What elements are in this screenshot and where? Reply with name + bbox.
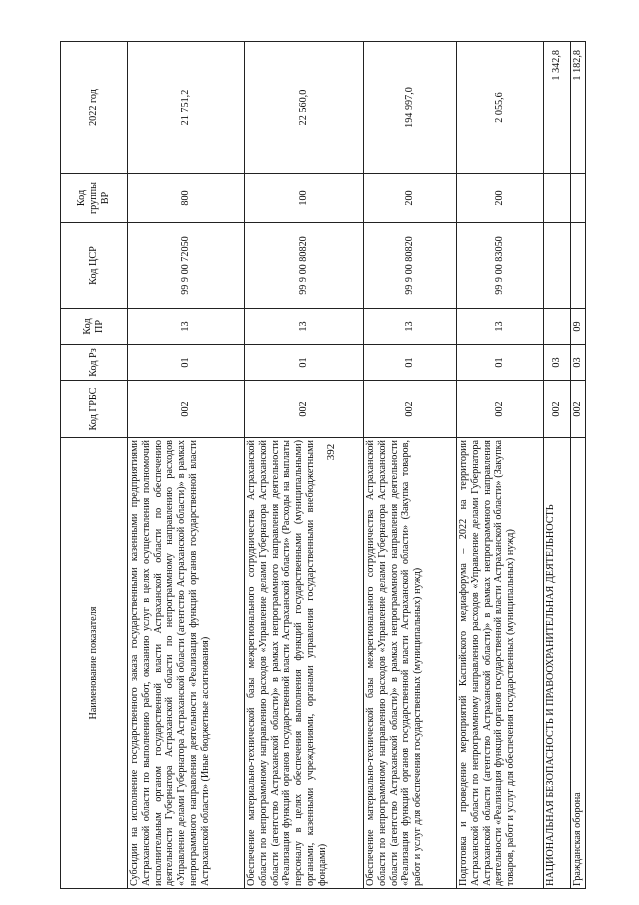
table-row — [364, 42, 457, 889]
cell-vr: 100 — [245, 174, 364, 223]
cell-rz: 03 — [571, 345, 586, 381]
cell-csr: 99 9 00 72050 — [128, 223, 245, 309]
cell-vr — [544, 174, 571, 223]
page-number: 392 — [325, 443, 337, 461]
header-csr: Код ЦСР — [61, 223, 128, 309]
cell-rz: 03 — [544, 345, 571, 381]
table-row — [571, 42, 586, 889]
cell-name: НАЦИОНАЛЬНАЯ БЕЗОПАСНОСТЬ И ПРАВООХРАНИТЕЛЬНАЯ ДЕЯТЕЛЬНОСТЬ — [544, 438, 571, 889]
cell-grbs: 002 — [364, 381, 457, 438]
table-row — [457, 42, 544, 889]
header-rz: Код Рз — [61, 345, 128, 381]
cell-csr — [571, 223, 586, 309]
cell-rz: 01 — [457, 345, 544, 381]
cell-pr: 13 — [457, 309, 544, 345]
cell-value: 194 997,0 — [364, 42, 457, 174]
cell-vr: 200 — [457, 174, 544, 223]
cell-grbs: 002 — [245, 381, 364, 438]
cell-name: Обеспечение материально-технической базы межрегионального сотрудничества Астраханской области по непрограммному направлению расходов «Управление делами Губернатора Астраханской области (агентство Астраханской области)» в рамках непрограммного направления деятельности «Реализация функций органов государственной власти Астраханской области» (Закупка товаров, работ и услуг для обеспечения государственных (муниципальных) нужд) — [364, 438, 457, 889]
cell-csr: 99 9 00 80820 — [364, 223, 457, 309]
cell-pr: 09 — [571, 309, 586, 345]
cell-csr: 99 9 00 83050 — [457, 223, 544, 309]
cell-pr: 13 — [245, 309, 364, 345]
cell-pr: 13 — [364, 309, 457, 345]
budget-table — [60, 41, 586, 889]
cell-value: 22 560,0 — [245, 42, 364, 174]
cell-rz: 01 — [128, 345, 245, 381]
header-year: 2022 год — [61, 42, 128, 174]
cell-vr: 800 — [128, 174, 245, 223]
cell-pr: 13 — [128, 309, 245, 345]
cell-vr — [571, 174, 586, 223]
cell-grbs: 002 — [457, 381, 544, 438]
header-grbs: Код ГРБС — [61, 381, 128, 438]
cell-grbs: 002 — [544, 381, 571, 438]
table-row — [128, 42, 245, 889]
cell-value: 2 055,6 — [457, 42, 544, 174]
header-name: Наименование показателя — [61, 438, 128, 889]
cell-grbs: 002 — [571, 381, 586, 438]
cell-value: 21 751,2 — [128, 42, 245, 174]
header-vr: Код группы ВР — [61, 174, 128, 223]
table-row — [544, 42, 571, 889]
cell-value: 1 182,8 — [571, 42, 586, 174]
cell-csr — [544, 223, 571, 309]
table-row — [245, 42, 364, 889]
cell-csr: 99 9 00 80820 — [245, 223, 364, 309]
table-header-row — [61, 42, 128, 889]
cell-value: 1 342,8 — [544, 42, 571, 174]
cell-pr — [544, 309, 571, 345]
cell-vr: 200 — [364, 174, 457, 223]
cell-grbs: 002 — [128, 381, 245, 438]
rotated-page-content — [60, 42, 585, 889]
cell-name: Подготовка и проведение мероприятий Каспийского медиафорума – 2022 на территории Астраханской области по непрограммному направлению расходов «Управление делами Губернатора Астраханской области (агентство Астраханской области)» в рамках непрограммного направления деятельности «Реализация функций органов государственной власти Астраханской области» (Закупка товаров, работ и услуг для обеспечения государственных (муниципальных) нужд) — [457, 438, 544, 889]
cell-name: Обеспечение материально-технической базы межрегионального сотрудничества Астраханской области по непрограммному направлению расходов «Управление делами Губернатора Астраханской области (агентство Астраханской области)» в рамках непрограммного направления деятельности «Реализация функций органов государственной власти Астраханской области» (Расходы на выплаты персоналу в целях обеспечения выполнения функций государственными (муниципальными) органами, казенными учреждениями, органами управления государственными внебюджетными фондами) — [245, 438, 364, 889]
cell-name: Субсидии на исполнение государственного заказа государственными казенными предприятиями Астраханской области по выполнению работ, оказанию услуг в целях осуществления полномочий исполнительным органом государственной власти Астраханской области по обеспечению деятельности Губернатора Астраханской области по непрограммному направлению расходов «Управление делами Губернатора Астраханской области (агентство Астраханской области)» в рамках непрограммного направления деятельности «Реализация функций органов государственной власти Астраханской области» (Иные бюджетные ассигнования) — [128, 438, 245, 889]
cell-rz: 01 — [245, 345, 364, 381]
header-pr: Код ПР — [61, 309, 128, 345]
cell-name: Гражданская оборона — [571, 438, 586, 889]
cell-rz: 01 — [364, 345, 457, 381]
